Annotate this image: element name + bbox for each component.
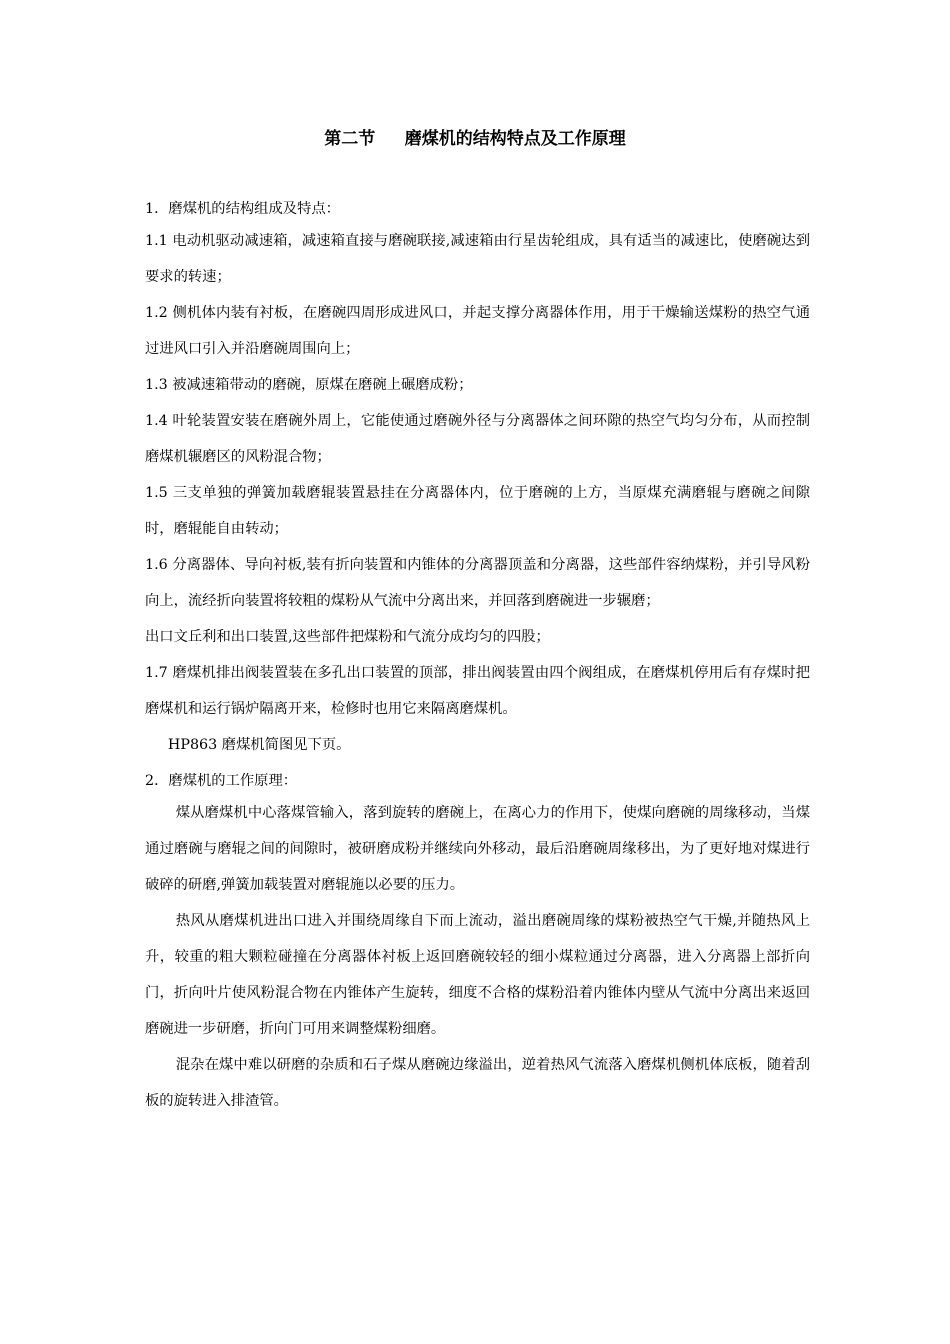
item-1-3: 1.3 被减速箱带动的磨碗，原煤在磨碗上碾磨成粉；	[145, 377, 473, 393]
principle-paragraph-1: 煤从磨煤机中心落煤管输入，落到旋转的磨碗上，在离心力的作用下，使煤向磨碗的周缘移动，当煤通过磨碗与磨辊之间的间隙时，被研磨成粉并继续向外移动，最后沿磨碗周缘移出，为了更好地对煤进行破碎的研磨,弹簧加载装置对磨辊施以必要的压力。	[145, 805, 810, 893]
section-1-heading: 1．磨煤机的结构组成及特点：	[145, 201, 340, 217]
item-1-5: 1.5 三支单独的弹簧加载磨辊装置悬挂在分离器体内，位于磨碗的上方，当原煤充满磨辊与磨碗之间隙时，磨辊能自由转动；	[145, 485, 810, 537]
principle-paragraph-3: 混杂在煤中难以研磨的杂质和石子煤从磨碗边缘溢出，逆着热风气流落入磨煤机侧机体底板，随着刮板的旋转进入排渣管。	[145, 1057, 810, 1109]
item-1-6: 1.6 分离器体、导向衬板,装有折向装置和内锥体的分离器顶盖和分离器，这些部件容纳煤粉，并引导风粉向上，流经折向装置将较粗的煤粉从气流中分离出来，并回落到磨碗进一步辗磨；	[145, 557, 810, 609]
principle-paragraph-2: 热风从磨煤机进出口进入并围绕周缘自下而上流动，溢出磨碗周缘的煤粉被热空气干燥,并随热风上升，较重的粗大颗粒碰撞在分离器体衬板上返回磨碗较轻的细小煤粒通过分离器，进入分离器上部折向门，折向叶片使风粉混合物在内锥体产生旋转，细度不合格的煤粉沿着内锥体内壁从气流中分离出来返回磨碗进一步研磨，折向门可用来调整煤粉细磨。	[145, 913, 810, 1037]
page-title: 第二节 磨煤机的结构特点及工作原理	[324, 129, 626, 149]
item-1-4: 1.4 叶轮装置安装在磨碗外周上，它能使通过磨碗外径与分离器体之间环隙的热空气均匀分布，从而控制磨煤机辗磨区的风粉混合物；	[145, 413, 810, 465]
section-2-heading: 2．磨煤机的工作原理：	[145, 773, 298, 789]
item-1-7: 1.7 磨煤机排出阀装置装在多孔出口装置的顶部，排出阀装置由四个阀组成，在磨煤机停用后有存煤时把磨煤机和运行锅炉隔离开来，检修时也用它来隔离磨煤机。	[145, 665, 810, 717]
diagram-note: HP863 磨煤机简图见下页。	[167, 737, 351, 753]
item-1-2: 1.2 侧机体内装有衬板，在磨碗四周形成进风口，并起支撑分离器体作用，用于干燥输送煤粉的热空气通过进风口引入并沿磨碗周围向上；	[145, 305, 810, 357]
item-outlet: 出口文丘利和出口装置,这些部件把煤粉和气流分成均匀的四股；	[145, 629, 550, 645]
document-body	[145, 195, 810, 1119]
item-1-1: 1.1 电动机驱动减速箱，减速箱直接与磨碗联接,减速箱由行星齿轮组成，具有适当的减速比，使磨碗达到要求的转速；	[145, 233, 810, 285]
